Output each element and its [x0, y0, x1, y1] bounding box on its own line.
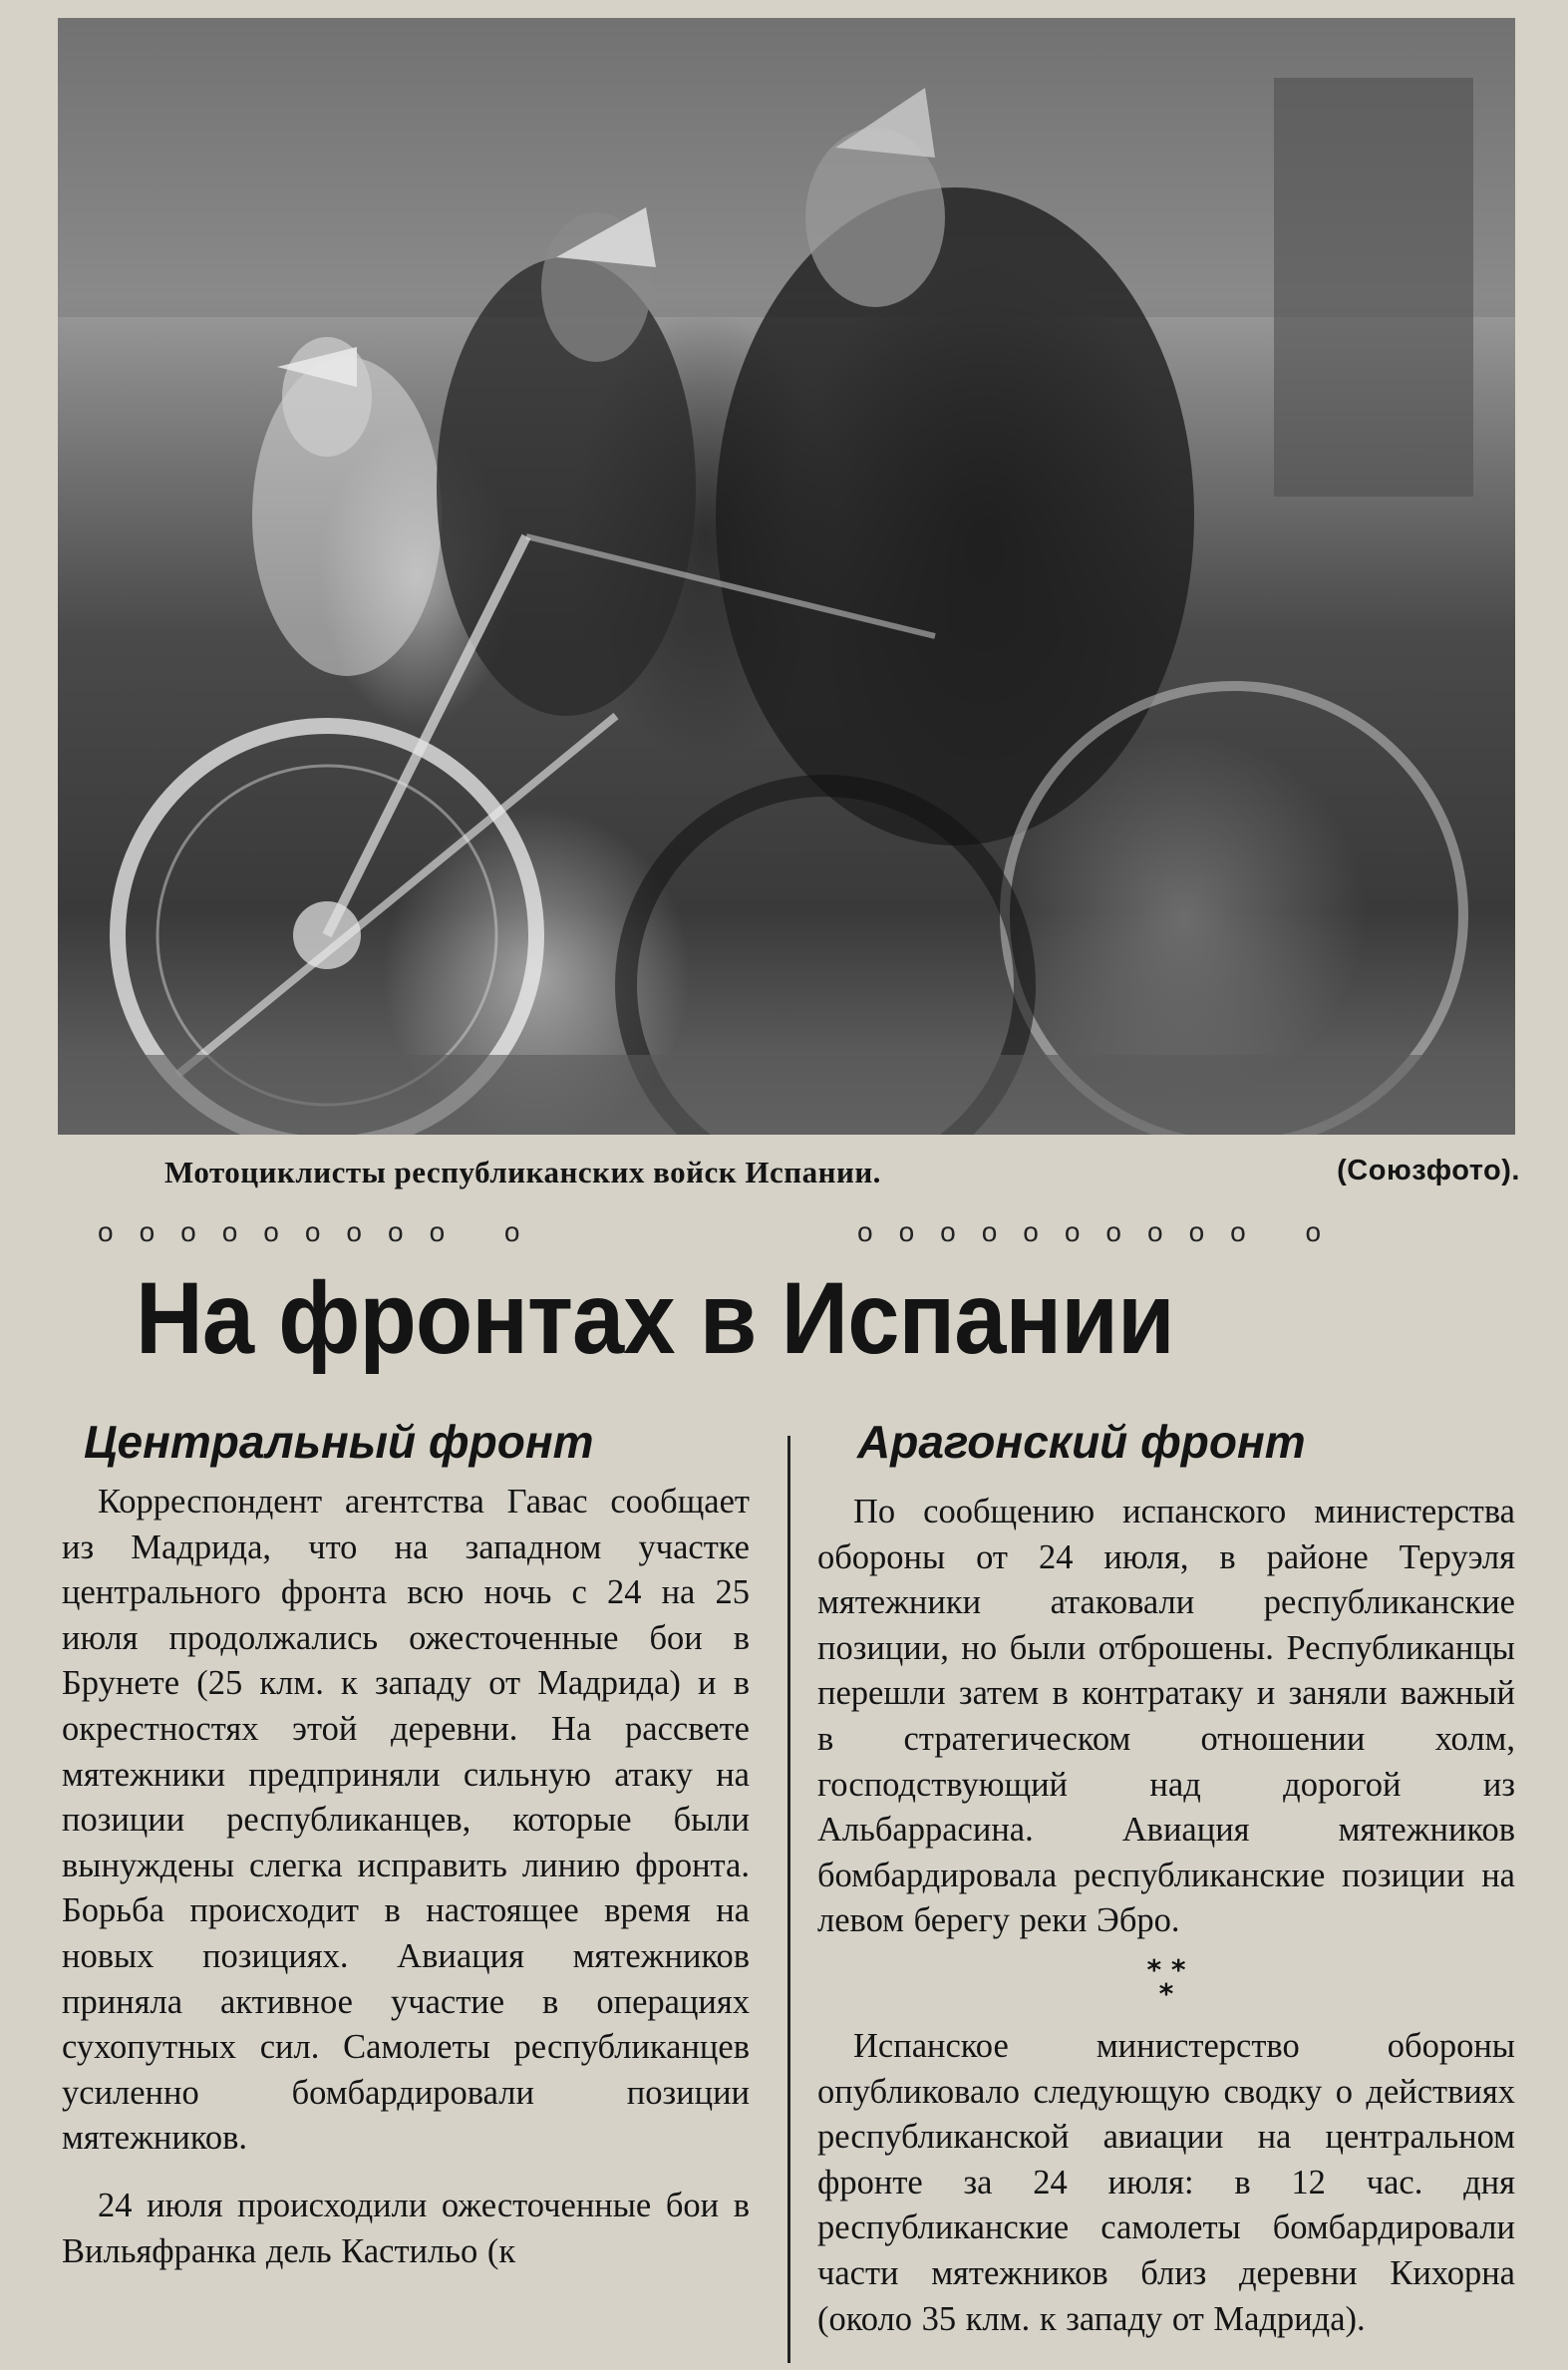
column-divider	[787, 1436, 790, 2363]
photo-illustration	[58, 18, 1515, 1135]
asterism-separator: * * *	[1146, 1952, 1186, 2010]
photo-credit: (Союзфото).	[1337, 1155, 1520, 1186]
ornament-dots-left: ооооооооо о	[98, 1216, 546, 1247]
left-paragraph-1: Корреспондент агентства Гавас сообщает из Мадрида, что на западном участке центрального фронта всю ночь с 24 на 25 июля продолжались ожесточенные бои в Брунете (25 клм. к западу от Мадрида) и в окрестностях этой деревни. На рассвете мятежники предприняли сильную атаку на позиции республиканцев, которые были вынуждены слегка исправить линию фронта. Борьба происходит в настоящее время на новых позициях. Авиация мятежников приняла активное участие в операциях сухопутных сил. Самолеты республиканцев усиленно бомбардировали позиции мятежников.	[62, 1483, 750, 2158]
article-headline: На фронтах в Испании	[136, 1261, 1174, 1375]
right-column	[817, 1416, 1515, 2342]
left-column	[62, 1416, 750, 2274]
right-paragraph-2: Испанское министерство обороны опубликовало следующую сводку о действиях республиканской авиации на центральном фронте за 24 июля: в 12 час. дня республиканские самолеты бомбардировали части мятежников близ деревни Кихорна (около 35 клм. к западу от Мадрида).	[817, 2026, 1515, 2338]
right-column-heading: Арагонский фронт	[857, 1416, 1306, 1468]
left-column-heading: Центральный фронт	[84, 1416, 594, 1468]
left-paragraph-2: 24 июля происходили ожесточенные бои в Вильяфранка дель Кастильо (к	[62, 2186, 750, 2270]
paragraph-gap	[62, 2162, 750, 2184]
ornament-dots-right: оооооооооо о	[857, 1216, 1348, 1247]
right-paragraph-1: По сообщению испанского министерства обороны от 24 июля, в районе Теруэля мятежники атаковали республиканские позиции, но были отброшены. Республиканцы перешли затем в контратаку и заняли важный в стратегическом отношении холм, господствующий над дорогой из Альбаррасина. Авиация мятежников бомбардировала республиканские позиции на левом берегу реки Эбро.	[817, 1493, 1515, 1940]
caption-text: Мотоциклисты республиканских войск Испании.	[164, 1155, 881, 1189]
photo-caption	[164, 1155, 1520, 1198]
news-photo-motorcyclists	[58, 18, 1515, 1135]
